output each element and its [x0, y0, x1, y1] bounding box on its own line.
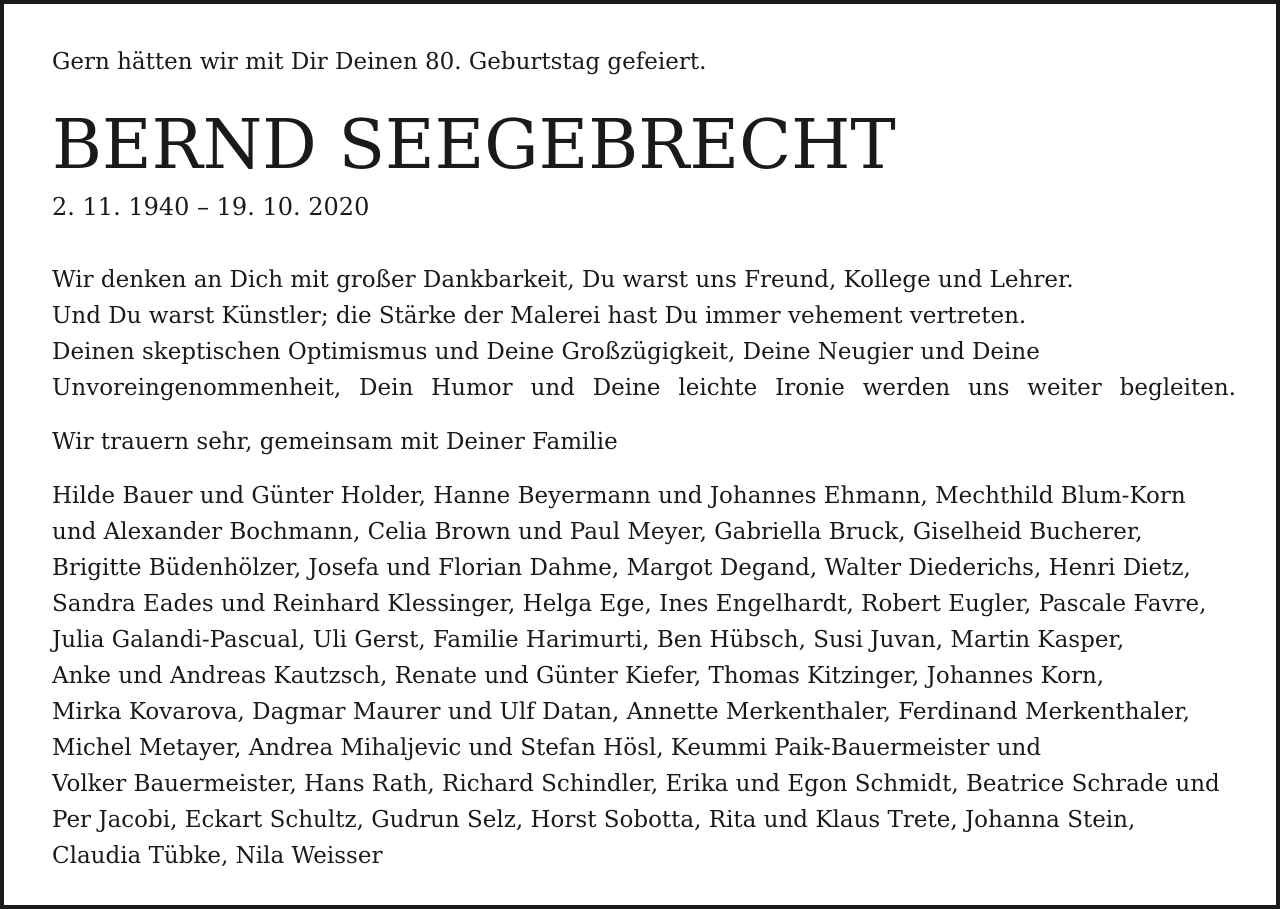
mourners-line: Anke und Andreas Kautzsch, Renate und Günter Kiefer, Thomas Kitzinger, Johannes Korn, — [52, 663, 1105, 689]
mourners-line: Brigitte Büdenhölzer, Josefa und Florian Dahme, Margot Degand, Walter Diederichs, Henri Dietz, — [52, 555, 1191, 581]
tribute-text — [52, 262, 1236, 406]
mourners-line: Per Jacobi, Eckart Schultz, Gudrun Selz, Horst Sobotta, Rita und Klaus Trete, Johanna Stein, — [52, 807, 1136, 833]
intro-line: Gern hätten wir mit Dir Deinen 80. Geburtstag gefeiert. — [52, 49, 707, 75]
tribute-line: Wir denken an Dich mit großer Dankbarkeit, Du warst uns Freund, Kollege und Lehrer. — [52, 267, 1074, 293]
life-dates: 2. 11. 1940 – 19. 10. 2020 — [52, 193, 370, 221]
deceased-name: BERND SEEGEBRECHT — [52, 106, 896, 185]
mourners-line: Claudia Tübke, Nila Weisser — [52, 843, 383, 869]
mourners-list — [52, 478, 1236, 874]
tribute-line: Deinen skeptischen Optimismus und Deine Großzügigkeit, Deine Neugier und Deine — [52, 339, 1040, 365]
mourners-line: Michel Metayer, Andrea Mihaljevic und Stefan Hösl, Keummi Paik-Bauermeister und — [52, 735, 1042, 761]
tribute-line: Unvoreingenommenheit, Dein Humor und Deine leichte Ironie werden uns weiter begleiten. — [52, 375, 1236, 401]
mourners-line: Sandra Eades und Reinhard Klessinger, Helga Ege, Ines Engelhardt, Robert Eugler, Pascale Favre, — [52, 591, 1207, 617]
mourners-line: Hilde Bauer und Günter Holder, Hanne Beyermann und Johannes Ehmann, Mechthild Blum-Korn — [52, 483, 1186, 509]
mourners-line: Mirka Kovarova, Dagmar Maurer und Ulf Datan, Annette Merkenthaler, Ferdinand Merkenthaler, — [52, 699, 1190, 725]
mourners-line: Volker Bauermeister, Hans Rath, Richard Schindler, Erika und Egon Schmidt, Beatrice Schrade und — [52, 771, 1220, 797]
mourners-line: Julia Galandi-Pascual, Uli Gerst, Familie Harimurti, Ben Hübsch, Susi Juvan, Martin Kasper, — [52, 627, 1125, 653]
mourning-line: Wir trauern sehr, gemeinsam mit Deiner Familie — [52, 429, 618, 455]
tribute-line: Und Du warst Künstler; die Stärke der Malerei hast Du immer vehement vertreten. — [52, 303, 1027, 329]
mourners-line: und Alexander Bochmann, Celia Brown und Paul Meyer, Gabriella Bruck, Giselheid Bucherer, — [52, 519, 1143, 545]
